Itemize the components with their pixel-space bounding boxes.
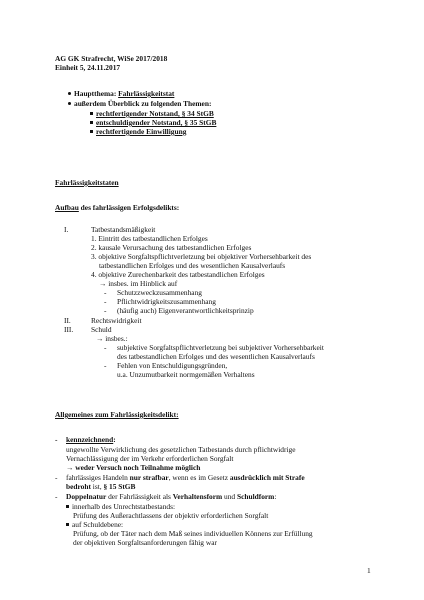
dash-bullet: - <box>55 492 58 501</box>
outline-subitem: des tatbestandlichen Erfolges und des wesentlichen Kausalverlaufs <box>117 352 315 361</box>
page-number: 1 <box>367 566 371 575</box>
outline-subitem: (häufig auch) Eigenverantwortlichkeitsprinzip <box>117 306 254 315</box>
outline-item: 1. Eintritt des tatbestandlichen Erfolges <box>91 234 208 243</box>
kennzeichnend-text: Vernachlässigung der im Verkehr erforderlichen Sorgfalt <box>66 454 234 463</box>
unrecht-heading: innerhalb des Unrechtstatbestands: <box>66 502 175 511</box>
outline-item: 2. kausale Verursachung des tatbestandlichen Erfolges <box>91 243 252 252</box>
roman-numeral: I. <box>64 225 69 234</box>
outline-item: 4. objektive Zurechenbarkeit des tatbestandlichen Erfolges <box>91 270 265 279</box>
square-bullet-icon <box>90 121 93 124</box>
outline-heading: Schuld <box>91 325 112 334</box>
square-bullet-icon <box>90 130 93 133</box>
general-title: Allgemeines zum Fahrlässigkeitsdelikt: <box>55 410 179 419</box>
dash-bullet: - <box>104 361 107 370</box>
kennzeichnend-text: ungewollte Verwirklichung des gesetzlichen Tatbestands durch pflichtwidrige <box>66 445 296 454</box>
bullet-icon <box>68 92 71 95</box>
outline-heading: Rechtswidrigkeit <box>91 316 142 325</box>
outline-subitem: Fehlen von Entschuldigungsgründen, <box>117 361 228 370</box>
kennzeichnend-arrow: → weder Versuch noch Teilnahme möglich <box>66 463 201 472</box>
kennzeichnend-label: kennzeichnend: <box>66 435 116 444</box>
section-subtitle: Aufbau des fahrlässigen Erfolgsdelikts: <box>55 203 180 212</box>
strafbarkeit-line: fahrlässiges Handeln nur strafbar, wenn es im Gesetz ausdrücklich mit Strafe <box>66 473 305 482</box>
strafbarkeit-line: bedroht ist, § 15 StGB <box>66 482 136 491</box>
dash-bullet: - <box>104 343 107 352</box>
square-bullet-icon <box>90 112 93 115</box>
outline-item: → insbes.: <box>96 334 128 343</box>
outline-heading: Tatbestandsmäßigkeit <box>91 225 156 234</box>
topic-item: rechtfertigender Notstand, § 34 StGB <box>90 109 214 118</box>
unrecht-text: Prüfung des Außerachtlassens der objektiv erforderlichen Sorgfalt <box>73 511 269 520</box>
bullet-icon <box>68 102 71 105</box>
section-title: Fahrlässigkeitstaten <box>55 178 119 187</box>
schuld-text: der objektiven Sorgfaltsanforderungen fähig war <box>73 538 217 547</box>
dash-bullet: - <box>55 473 58 482</box>
course-title: AG GK Strafrecht, WiSe 2017/2018 <box>55 54 168 63</box>
outline-subitem: Schutzzweckzusammenhang <box>117 288 202 297</box>
schuld-heading: auf Schuldebene: <box>66 520 123 529</box>
dash-bullet: - <box>55 435 58 444</box>
outline-item: → insbes. im Hinblick auf <box>99 279 178 288</box>
topic-item: rechtfertigende Einwilligung <box>90 127 186 136</box>
outline-item: 3. objektive Sorgfaltspflichtverletzung bei objektiver Vorhersehbarkeit des <box>91 252 312 261</box>
square-bullet-icon <box>66 505 69 508</box>
outline-item: tatbestandlichen Erfolges und des wesentlichen Kausalverlaufs <box>99 261 286 270</box>
square-bullet-icon <box>66 523 69 526</box>
main-topic: Hauptthema: Fahrlässigkeitstat <box>68 89 174 98</box>
outline-subitem: subjektive Sorgfaltspflichtverletzung bei subjektiver Vorhersehbarkeit <box>117 343 324 352</box>
roman-numeral: II. <box>64 316 71 325</box>
topic-item: entschuldigender Notstand, § 35 StGB <box>90 118 216 127</box>
outline-subitem: u.a. Unzumutbarkeit normgemäßen Verhaltens <box>117 370 255 379</box>
roman-numeral: III. <box>64 325 74 334</box>
doppelnatur-line: Doppelnatur der Fahrlässigkeit als Verhaltensform und Schuldform: <box>66 492 277 501</box>
dash-bullet: - <box>104 297 107 306</box>
outline-subitem: Pflichtwidrigkeitszusammenhang <box>117 297 216 306</box>
overview-heading: außerdem Überblick zu folgenden Themen: <box>68 99 211 108</box>
dash-bullet: - <box>104 306 107 315</box>
schuld-text: Prüfung, ob der Täter nach dem Maß seines individuellen Könnens zur Erfüllung <box>73 529 313 538</box>
session-date: Einheit 5, 24.11.2017 <box>55 63 121 72</box>
dash-bullet: - <box>104 288 107 297</box>
